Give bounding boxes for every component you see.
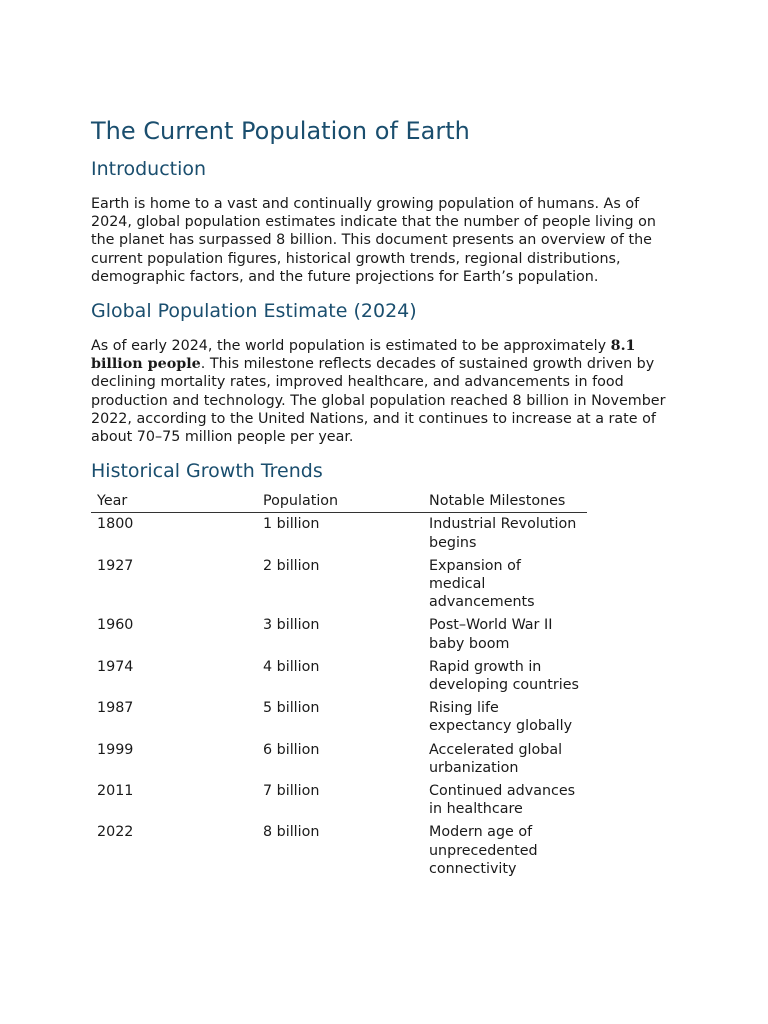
table-row xyxy=(91,656,587,697)
cell-population: 2 billion xyxy=(263,557,320,574)
cell-year: 1987 xyxy=(97,700,134,717)
cell-year: 1999 xyxy=(97,741,134,758)
table-row xyxy=(91,513,587,555)
page-title: The Current Population of Earth xyxy=(91,117,470,145)
heading-introduction: Introduction xyxy=(91,158,207,180)
column-header-year: Year xyxy=(91,492,257,513)
intro-paragraph: Earth is home to a vast and continually growing population of humans. As of 2024, global population estimates indicate that the number of people living on the planet has surpassed 8 billion. This document presents an overview of the current population figures, historical growth trends, regional distributions, demographic factors, and the future projections for Earth’s population. xyxy=(91,196,656,285)
column-header-milestones: Notable Milestones xyxy=(423,492,587,513)
table-header-row xyxy=(91,492,587,513)
table-row xyxy=(91,821,587,881)
cell-year: 2022 xyxy=(97,824,134,841)
cell-year: 1800 xyxy=(97,516,134,533)
table-row xyxy=(91,614,587,655)
global-text-after: . This milestone reflects decades of sustained growth driven by declining mortality rates, improved healthcare, and advancements in food production and technology. The global population reached 8 billion in November 2022, according to the United Nations, and it continues to increase at a rate of about 70–75 million people per year. xyxy=(91,356,666,446)
cell-year: 1960 xyxy=(97,617,134,634)
global-paragraph xyxy=(91,337,679,446)
table-row xyxy=(91,555,587,615)
cell-population: 1 billion xyxy=(263,516,320,533)
global-bold-figure: 8.1 billion people xyxy=(91,338,636,373)
cell-milestone: Modern age of unprecedented connectivity xyxy=(429,824,538,877)
cell-milestone: Rising life expectancy globally xyxy=(429,700,573,735)
cell-milestone: Continued advances in healthcare xyxy=(429,783,576,818)
cell-population: 5 billion xyxy=(263,700,320,717)
global-text-before: As of early 2024, the world population is estimated to be approximately xyxy=(91,338,611,355)
cell-milestone: Expansion of medical advancements xyxy=(429,557,535,611)
table-row xyxy=(91,780,587,821)
cell-population: 6 billion xyxy=(263,741,320,758)
cell-year: 1927 xyxy=(97,557,134,574)
heading-historical-trends: Historical Growth Trends xyxy=(91,460,323,483)
cell-milestone: Industrial Revolution begins xyxy=(429,516,577,551)
cell-year: 2011 xyxy=(97,783,134,800)
cell-population: 7 billion xyxy=(263,783,320,800)
cell-population: 8 billion xyxy=(263,824,320,841)
document-page xyxy=(91,113,679,881)
table-row xyxy=(91,739,587,780)
cell-population: 3 billion xyxy=(263,617,320,634)
cell-milestone: Post–World War II baby boom xyxy=(429,617,553,652)
heading-global-estimate: Global Population Estimate (2024) xyxy=(91,300,417,323)
cell-year: 1974 xyxy=(97,658,134,675)
cell-population: 4 billion xyxy=(263,658,320,675)
cell-milestone: Accelerated global urbanization xyxy=(429,741,563,776)
table-row xyxy=(91,697,587,738)
column-header-population: Population xyxy=(257,492,423,513)
historical-growth-table xyxy=(91,492,587,881)
cell-milestone: Rapid growth in developing countries xyxy=(429,658,580,694)
